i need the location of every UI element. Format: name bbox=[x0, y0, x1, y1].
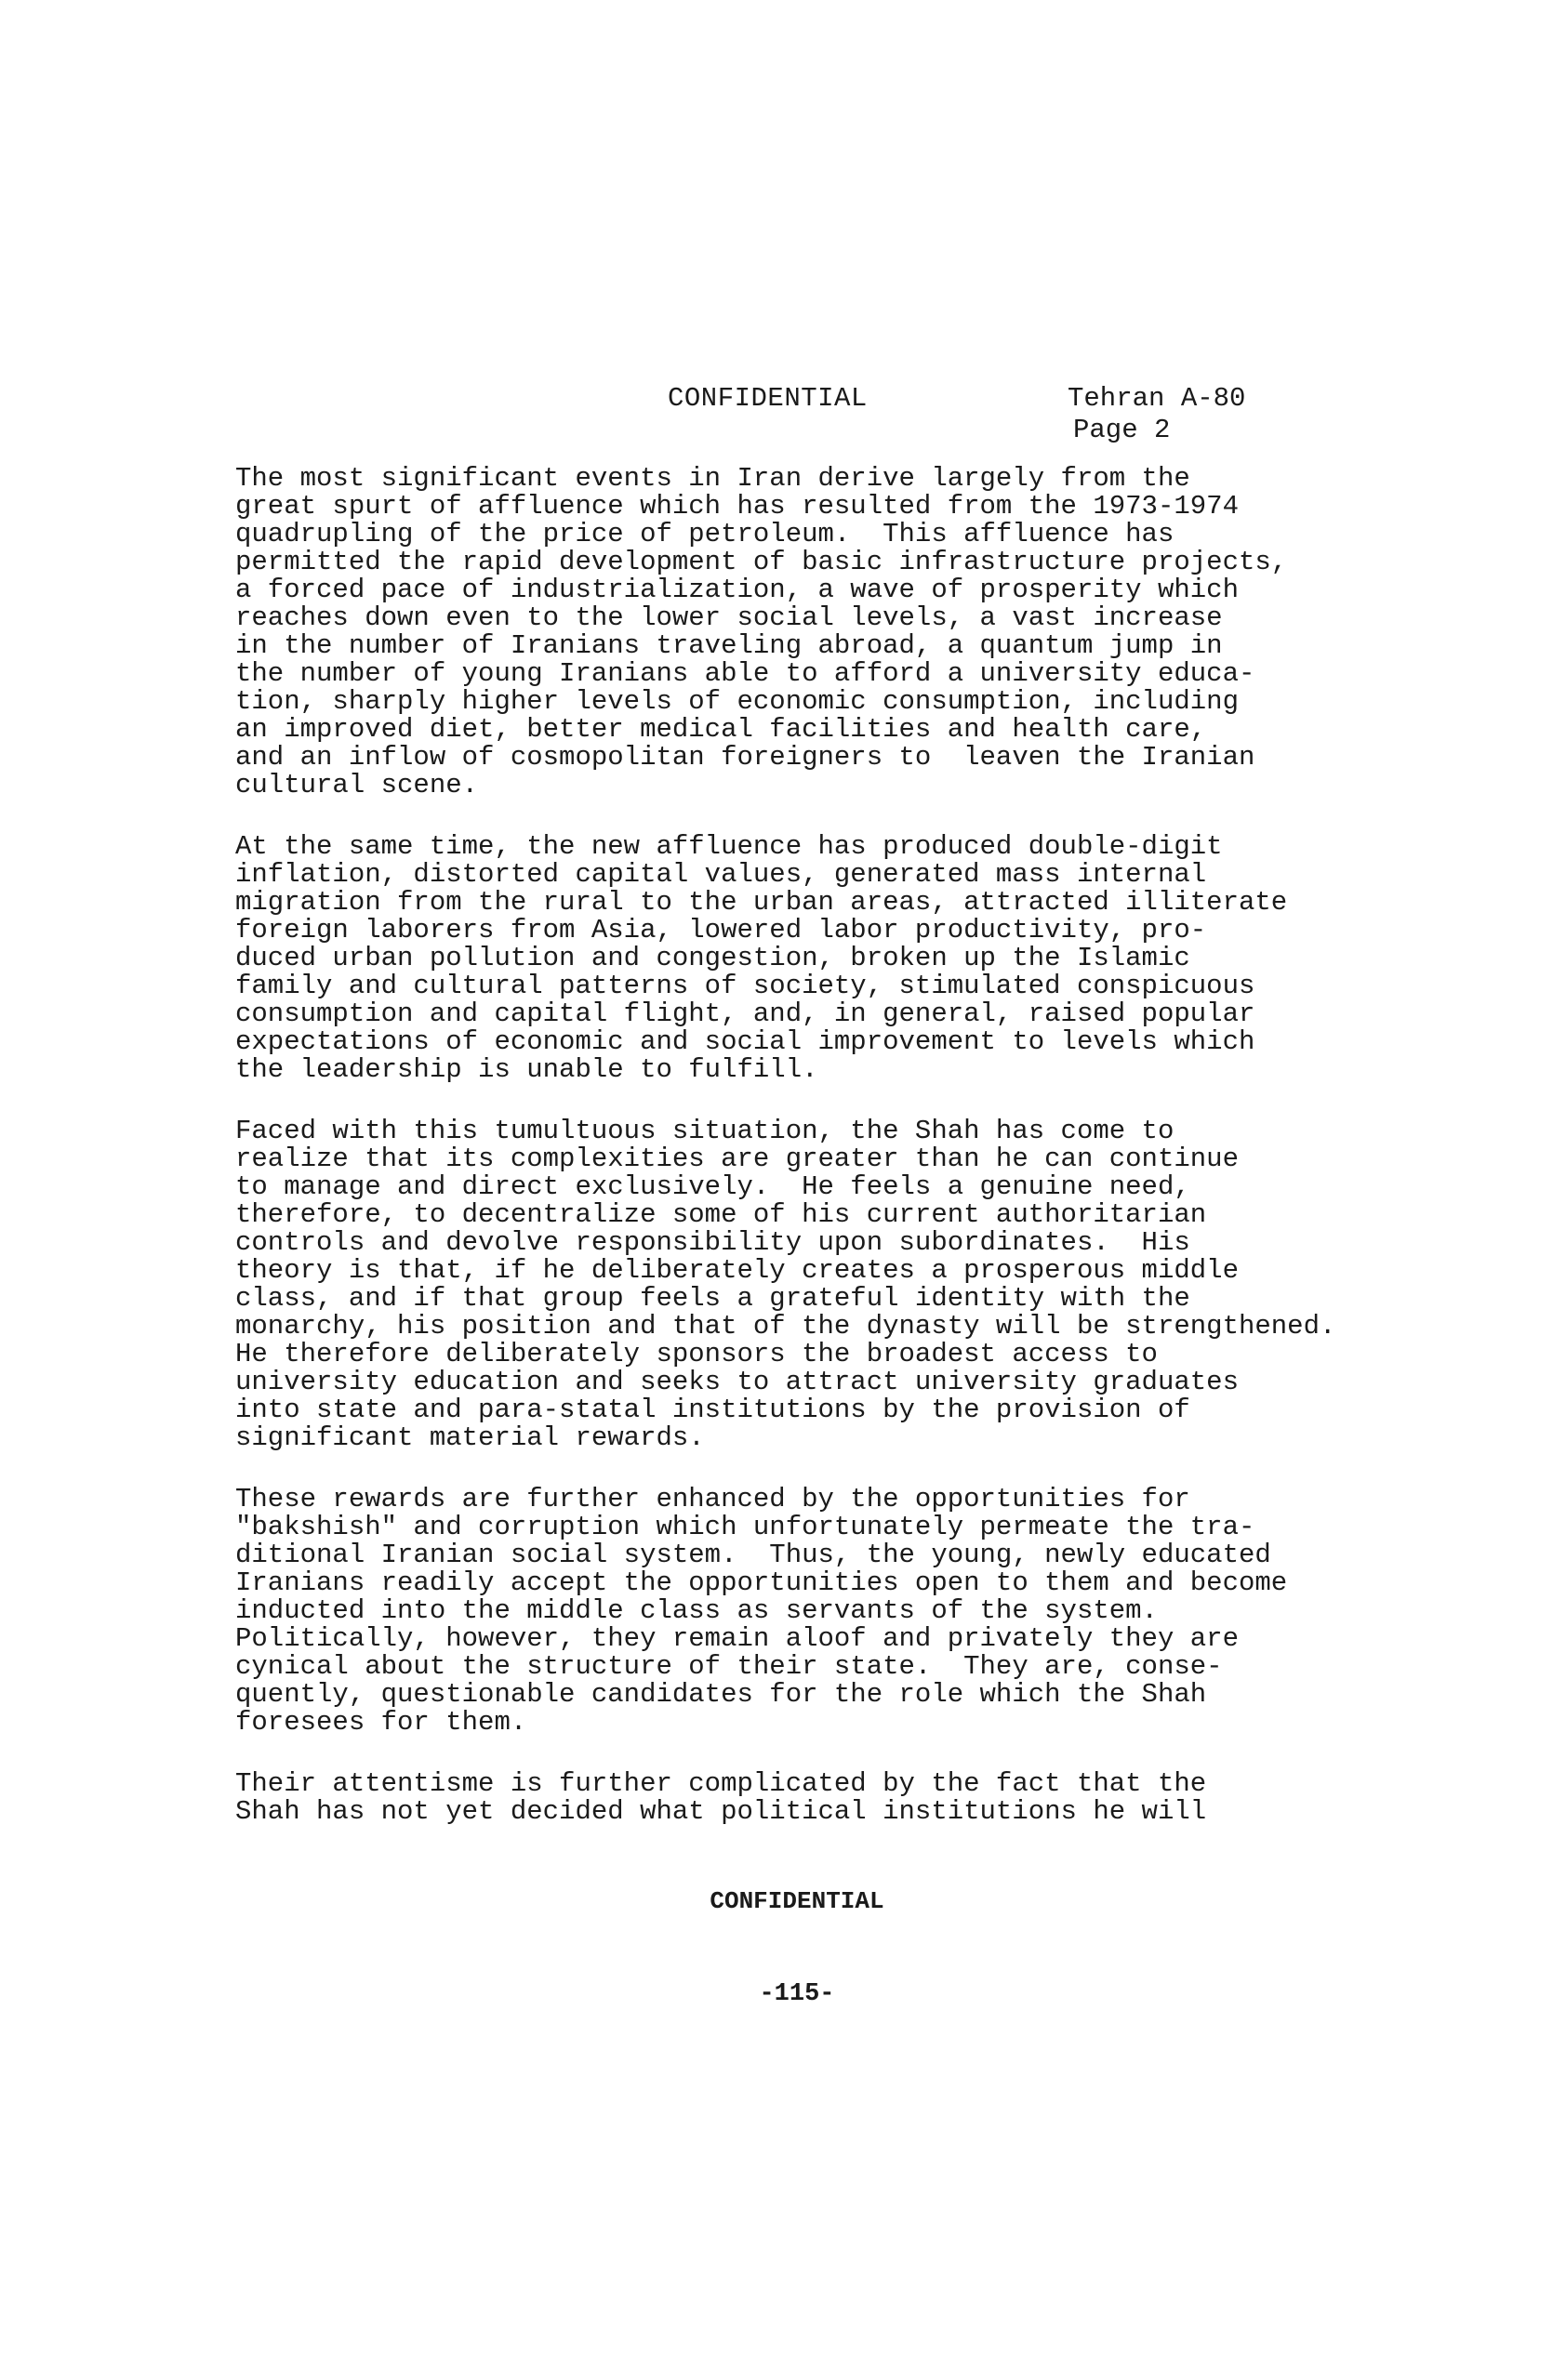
paragraph-affluence bbox=[235, 465, 1333, 800]
text-line: class, and if that group feels a grateful identity with the bbox=[235, 1283, 1190, 1314]
text-line: cultural scene. bbox=[235, 770, 479, 800]
text-line: realize that its complexities are greater than he can continue bbox=[235, 1144, 1239, 1174]
text-line: and an inflow of cosmopolitan foreigners to leaven the Iranian bbox=[235, 742, 1255, 773]
text-line: At the same time, the new affluence has produced double-digit bbox=[235, 831, 1223, 862]
text-line: monarchy, his position and that of the dynasty will be strengthened. bbox=[235, 1311, 1336, 1342]
text-line: university education and seeks to attract university graduates bbox=[235, 1367, 1239, 1397]
text-line: Shah has not yet decided what political institutions he will bbox=[235, 1796, 1207, 1827]
text-line: quadrupling of the price of petroleum. This affluence has bbox=[235, 519, 1174, 549]
footer-classification: CONFIDENTIAL bbox=[710, 1887, 884, 1915]
text-line: Their attentisme is further complicated by the fact that the bbox=[235, 1768, 1207, 1799]
header-classification: CONFIDENTIAL bbox=[668, 383, 868, 414]
document-reference: Tehran A-80 bbox=[1068, 383, 1246, 414]
text-line: These rewards are further enhanced by the opportunities for bbox=[235, 1484, 1190, 1514]
paragraph-rewards bbox=[235, 1486, 1333, 1737]
document-body bbox=[235, 463, 1336, 1859]
text-line: a forced pace of industrialization, a wave of prosperity which bbox=[235, 575, 1239, 605]
paragraph-shah-decentralization bbox=[235, 1116, 1336, 1453]
text-line: Politically, however, they remain aloof and privately they are bbox=[235, 1623, 1239, 1654]
text-line: foresees for them. bbox=[235, 1707, 527, 1738]
text-line: the leadership is unable to fulfill. bbox=[235, 1054, 818, 1085]
text-line: Iranians readily accept the opportunities open to them and become bbox=[235, 1567, 1288, 1598]
text-line: controls and devolve responsibility upon subordinates. His bbox=[235, 1227, 1190, 1258]
text-line: cynical about the structure of their state. They are, conse- bbox=[235, 1651, 1223, 1682]
text-line: an improved diet, better medical facilities and health care, bbox=[235, 714, 1207, 745]
text-line: Faced with this tumultuous situation, the Shah has come to bbox=[235, 1116, 1174, 1146]
text-line: family and cultural patterns of society, stimulated conspicuous bbox=[235, 971, 1255, 1001]
page-indicator: Page 2 bbox=[1073, 415, 1171, 445]
text-line: duced urban pollution and congestion, broken up the Islamic bbox=[235, 943, 1190, 973]
text-line: reaches down even to the lower social levels, a vast increase bbox=[235, 602, 1223, 633]
text-line: significant material rewards. bbox=[235, 1422, 705, 1453]
text-line: "bakshish" and corruption which unfortunately permeate the tra- bbox=[235, 1512, 1255, 1542]
text-line: ditional Iranian social system. Thus, the young, newly educated bbox=[235, 1540, 1271, 1570]
page-number: -115- bbox=[759, 1980, 835, 2008]
paragraph-attentisme bbox=[235, 1770, 1333, 1826]
text-line: migration from the rural to the urban areas, attracted illiterate bbox=[235, 887, 1288, 918]
text-line: He therefore deliberately sponsors the broadest access to bbox=[235, 1339, 1158, 1369]
document-reference-block bbox=[1068, 383, 1245, 446]
text-line: to manage and direct exclusively. He feels a genuine need, bbox=[235, 1171, 1190, 1202]
text-line: inducted into the middle class as servants of the system. bbox=[235, 1595, 1158, 1626]
text-line: theory is that, if he deliberately creates a prosperous middle bbox=[235, 1255, 1239, 1286]
text-line: permitted the rapid development of basic infrastructure projects, bbox=[235, 547, 1288, 577]
text-line: great spurt of affluence which has resulted from the 1973-1974 bbox=[235, 491, 1239, 522]
text-line: the number of young Iranians able to afford a university educa- bbox=[235, 658, 1255, 689]
text-line: inflation, distorted capital values, generated mass internal bbox=[235, 859, 1207, 890]
text-line: in the number of Iranians traveling abroad, a quantum jump in bbox=[235, 630, 1223, 661]
text-line: therefore, to decentralize some of his current authoritarian bbox=[235, 1199, 1207, 1230]
text-line: foreign laborers from Asia, lowered labor productivity, pro- bbox=[235, 915, 1207, 945]
text-line: tion, sharply higher levels of economic consumption, including bbox=[235, 686, 1239, 717]
text-line: quently, questionable candidates for the role which the Shah bbox=[235, 1679, 1207, 1710]
text-line: The most significant events in Iran derive largely from the bbox=[235, 463, 1190, 494]
text-line: into state and para-statal institutions by the provision of bbox=[235, 1395, 1190, 1425]
text-line: expectations of economic and social improvement to levels which bbox=[235, 1026, 1255, 1057]
paragraph-side-effects bbox=[235, 833, 1333, 1084]
text-line: consumption and capital flight, and, in general, raised popular bbox=[235, 998, 1255, 1029]
